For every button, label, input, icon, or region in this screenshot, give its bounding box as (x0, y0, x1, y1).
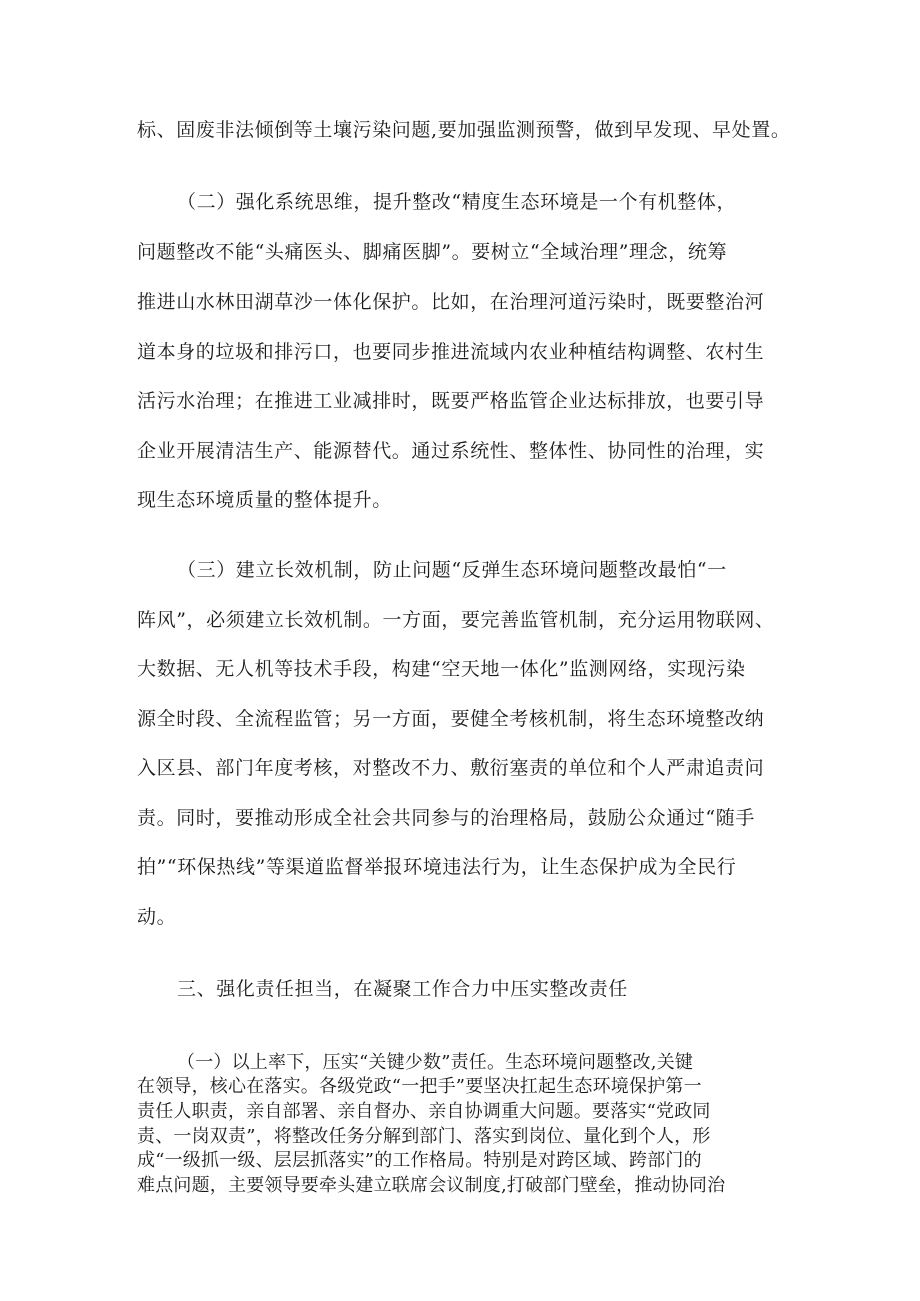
paragraph-line: 活污水治理；在推进工业减排时，既要严格监管企业达标排放，也要引导 (137, 390, 765, 412)
paragraph-line: 责、一岗双责”，将整改任务分解到部门、落实到岗位、量化到个人，形 (137, 1126, 711, 1147)
paragraph-line: 成“一级抓一级、层层抓落实”的工作格局。特别是对跨区域、跨部门的 (137, 1150, 702, 1171)
paragraph-line: 阵风”，必须建立长效机制。一方面，要完善监管机制，充分运用物联网、 (137, 609, 775, 631)
paragraph-line: 拍”“环保热线”等渠道监督举报环境违法行为，让生态保护成为全民行 (137, 856, 737, 878)
paragraph-line: 问题整改不能“头痛医头、脚痛医脚”。要树立“全域治理”理念，统筹 (137, 241, 728, 263)
paragraph-line: 大数据、无人机等技术手段，构建“空天地一体化”监测网络，实现污染 (137, 658, 746, 680)
paragraph-line: 推进山水林田湖草沙一体化保护。比如，在治理河道污染时，既要整治河 (137, 291, 765, 313)
paragraph-line: （三）建立长效机制，防止问题“反弹生态环境问题整改最怕“一 (177, 559, 727, 581)
paragraph-line: 难点问题，主要领导要牵头建立联席会议制度,打破部门壁垒，推动协同治 (137, 1175, 726, 1196)
paragraph-line: （二）强化系统思维，提升整改“精度生态环境是一个有机整体， (177, 191, 737, 213)
paragraph-line: 动。 (137, 906, 177, 928)
paragraph-line: 源全时段、全流程监管；另一方面，要健全考核机制，将生态环境整改纳 (137, 708, 765, 730)
paragraph-line: 在领导，核心在落实。各级党政“一把手”要坚决扛起生态环境保护第一 (137, 1076, 702, 1097)
paragraph-line: 标、固废非法倾倒等土壤污染问题,要加强监测预警，做到早发现、早处置。 (137, 119, 791, 141)
section-heading: 三、强化责任担当，在凝聚工作合力中压实整改责任 (177, 978, 628, 1000)
paragraph-line: （一）以上率下，压实“关键少数”责任。生态环境问题整改,关键 (177, 1052, 694, 1073)
paragraph-line: 企业开展清洁生产、能源替代。通过系统性、整体性、协同性的治理，实 (137, 440, 765, 462)
paragraph-line: 现生态环境质量的整体提升。 (137, 489, 392, 511)
paragraph-line: 责。同时，要推动形成全社会共同参与的治理格局，鼓励公众通过“随手 (137, 807, 755, 829)
paragraph-line: 入区县、部门年度考核，对整改不力、敷衍塞责的单位和个人严肃追责问 (137, 757, 765, 779)
paragraph-line: 道本身的垃圾和排污口，也要同步推进流域内农业种植结构调整、农村生 (137, 341, 765, 363)
paragraph-line: 责任人职责，亲自部署、亲自督办、亲自协调重大问题。要落实“党政同 (137, 1101, 711, 1122)
